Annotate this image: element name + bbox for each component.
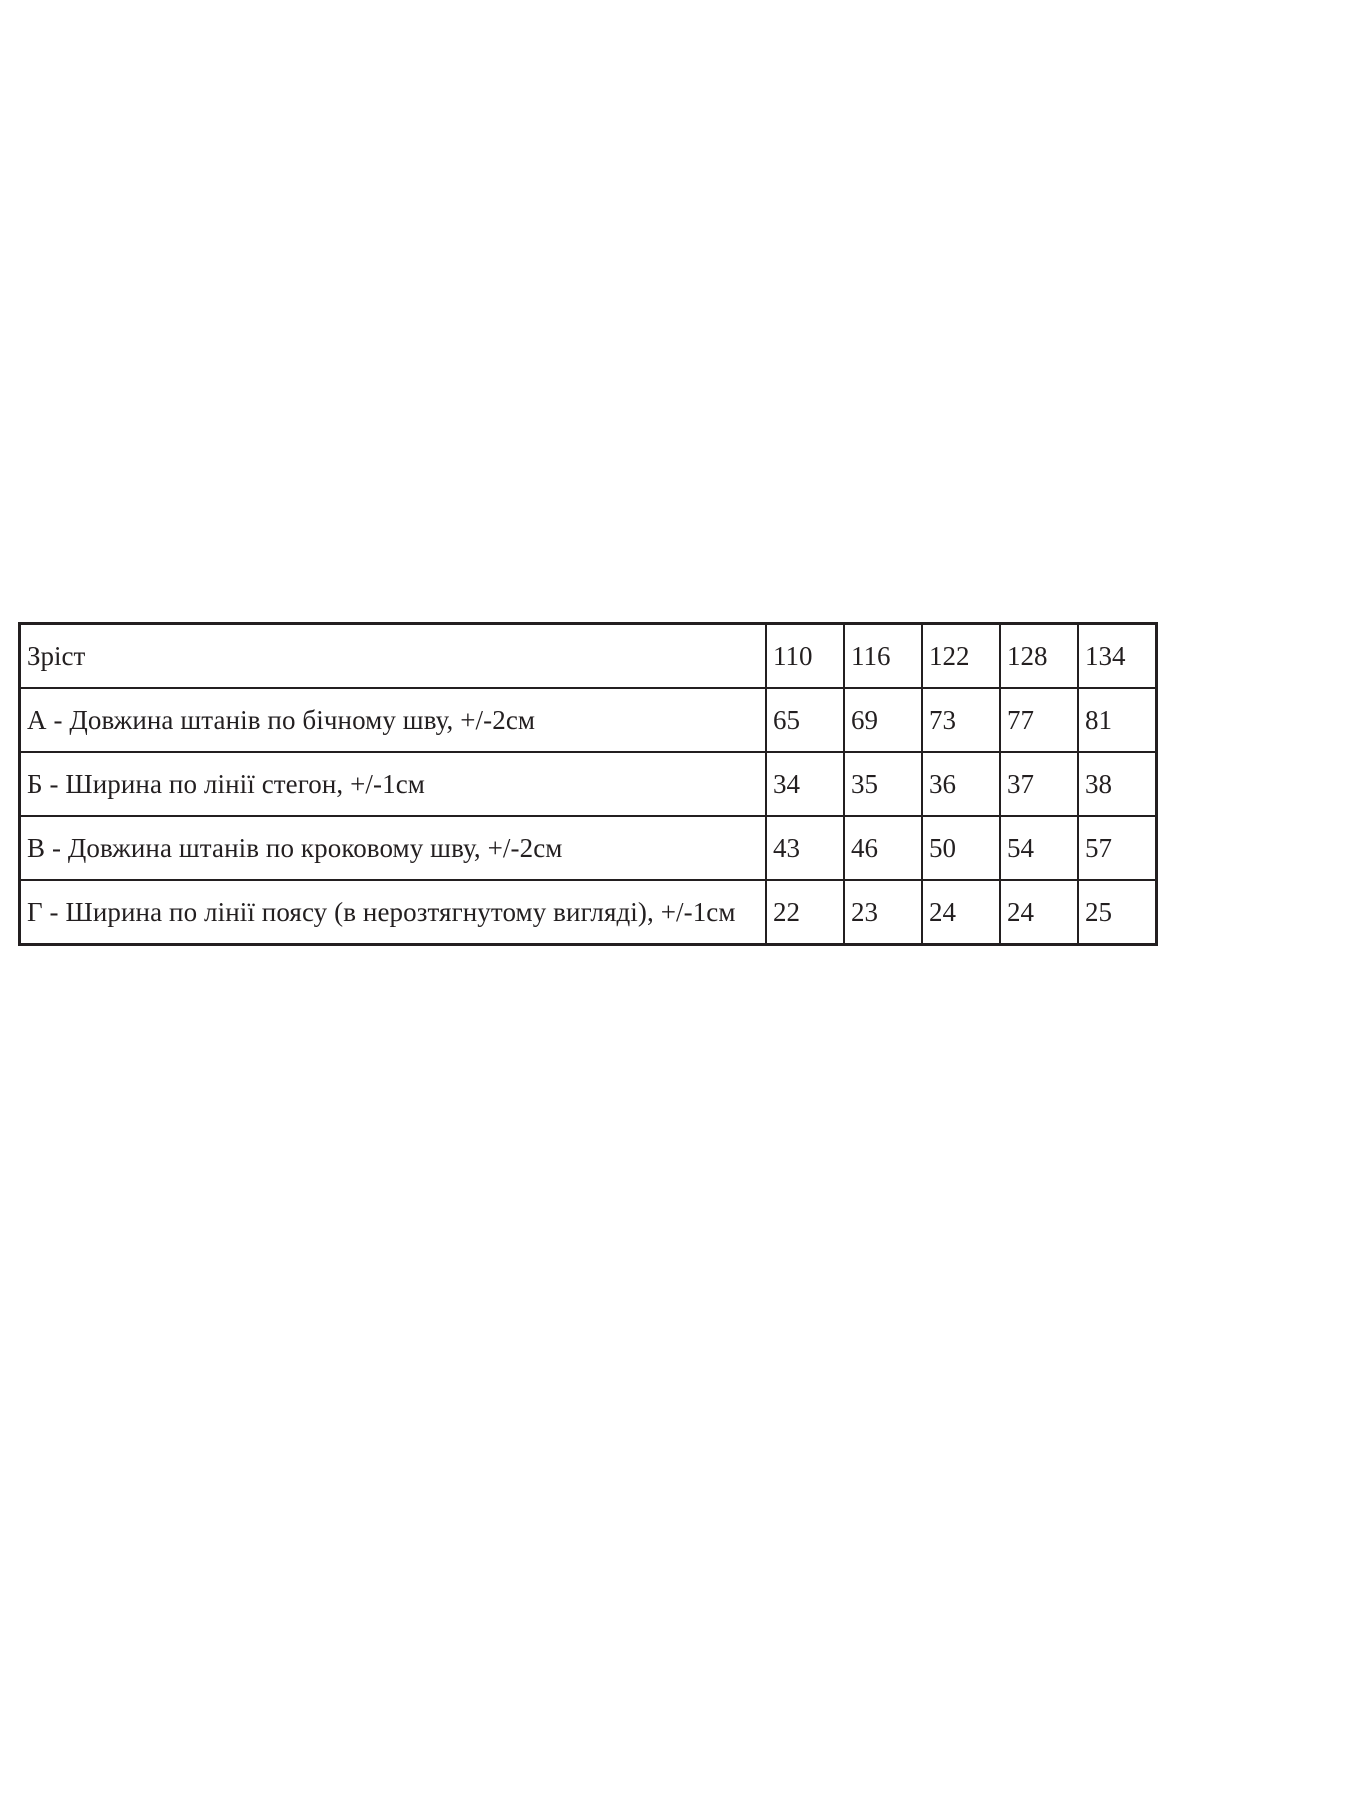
row-v-value-122: 50	[922, 816, 1000, 880]
header-size-122: 122	[922, 624, 1000, 689]
header-size-128: 128	[1000, 624, 1078, 689]
header-size-110: 110	[766, 624, 844, 689]
row-label-a: А - Довжина штанів по бічному шву, +/-2см	[20, 688, 767, 752]
row-g-value-122: 24	[922, 880, 1000, 945]
row-v-value-128: 54	[1000, 816, 1078, 880]
row-g-value-134: 25	[1078, 880, 1157, 945]
size-chart-container	[18, 622, 1158, 946]
table-row	[20, 816, 1157, 880]
size-chart-table	[18, 622, 1158, 946]
row-label-v: В - Довжина штанів по кроковому шву, +/-2см	[20, 816, 767, 880]
row-a-value-110: 65	[766, 688, 844, 752]
row-a-value-122: 73	[922, 688, 1000, 752]
row-b-value-128: 37	[1000, 752, 1078, 816]
row-g-value-116: 23	[844, 880, 922, 945]
row-label-g: Г - Ширина по лінії поясу (в нерозтягнутому вигляді), +/-1см	[20, 880, 767, 945]
row-g-value-128: 24	[1000, 880, 1078, 945]
row-b-value-122: 36	[922, 752, 1000, 816]
row-b-value-134: 38	[1078, 752, 1157, 816]
table-header-row	[20, 624, 1157, 689]
row-v-value-110: 43	[766, 816, 844, 880]
header-label-height: Зріст	[20, 624, 767, 689]
table-row	[20, 688, 1157, 752]
table-row	[20, 880, 1157, 945]
header-size-134: 134	[1078, 624, 1157, 689]
row-g-value-110: 22	[766, 880, 844, 945]
row-v-value-116: 46	[844, 816, 922, 880]
row-v-value-134: 57	[1078, 816, 1157, 880]
row-label-b: Б - Ширина по лінії стегон, +/-1см	[20, 752, 767, 816]
row-a-value-134: 81	[1078, 688, 1157, 752]
header-size-116: 116	[844, 624, 922, 689]
row-b-value-116: 35	[844, 752, 922, 816]
row-a-value-116: 69	[844, 688, 922, 752]
row-a-value-128: 77	[1000, 688, 1078, 752]
row-b-value-110: 34	[766, 752, 844, 816]
table-row	[20, 752, 1157, 816]
